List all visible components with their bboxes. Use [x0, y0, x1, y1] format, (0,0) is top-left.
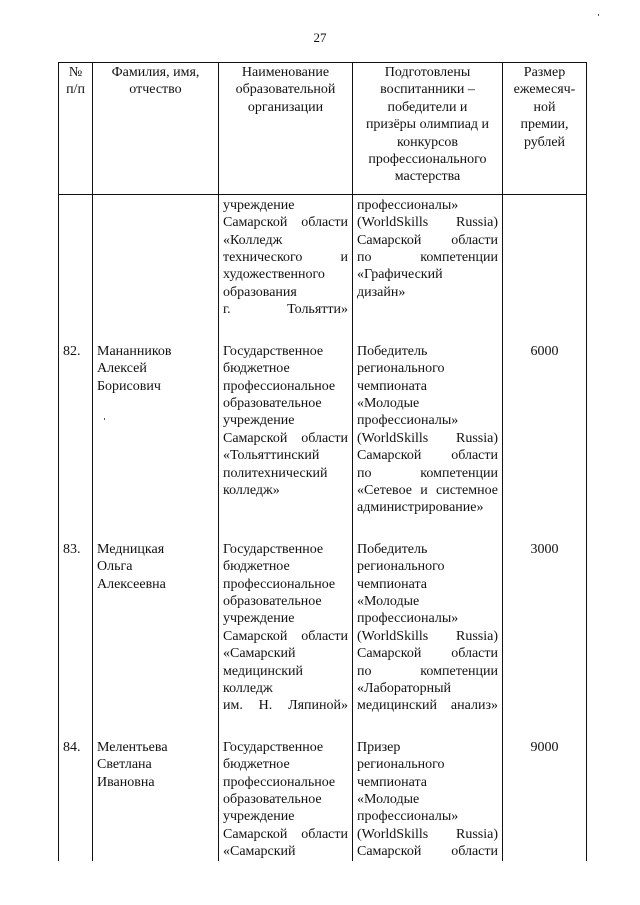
text-line: профессиональное	[223, 378, 336, 394]
text-line: победители и	[387, 99, 468, 115]
text-line: Государственное	[223, 739, 324, 755]
row-spacer	[59, 331, 587, 343]
header-prepared	[353, 63, 503, 195]
text-line: п/п	[66, 82, 85, 98]
text-line: Подготовлены	[384, 65, 471, 80]
table-row	[59, 343, 587, 517]
text-line: чемпионата	[357, 378, 427, 394]
text-line: «Самарский	[223, 844, 296, 860]
text-line: «Графический	[357, 267, 443, 283]
text-line: художественного	[223, 267, 325, 283]
row-org	[219, 739, 353, 861]
text-line: Победитель	[357, 541, 428, 557]
text-line: Мелентьева	[97, 739, 168, 755]
text-line: профессионалы»	[357, 413, 459, 429]
text-line: Государственное	[223, 343, 324, 359]
text-line: Победитель	[357, 343, 428, 359]
text-line: рублей	[523, 134, 566, 150]
row-name	[93, 541, 219, 715]
text-line: Самарской области	[223, 430, 348, 446]
text-line: учреждение	[223, 197, 295, 213]
text-line: администрирование»	[357, 500, 484, 516]
awards-table	[58, 62, 587, 861]
text-line: Самарской области	[223, 215, 348, 231]
text-line: чемпионата	[357, 576, 427, 592]
text-line: г. Тольятти»	[223, 302, 348, 318]
cont-org	[219, 194, 353, 318]
text-line: «Молодые	[357, 593, 420, 609]
text-line: «Лабораторный	[357, 681, 452, 696]
text-line: Борисович	[97, 378, 161, 394]
text-line: Медницкая	[97, 541, 165, 557]
text-line: регионального	[357, 361, 445, 377]
row-spacer	[59, 529, 587, 541]
text-line: организации	[247, 99, 324, 115]
text-line: Мананников	[97, 343, 172, 359]
text-line: «Колледж	[223, 232, 283, 248]
text-line: Алексеевна	[97, 576, 166, 592]
text-line: конкурсов	[396, 134, 458, 150]
text-line: Самарской области	[223, 826, 348, 842]
text-line: бюджетное	[223, 559, 290, 575]
text-line: Самарской области	[357, 646, 498, 662]
header-org	[219, 63, 353, 195]
table-row	[59, 739, 587, 861]
text-line: Размер	[523, 65, 566, 80]
row-spacer	[59, 715, 587, 727]
text-line: Государственное	[223, 541, 324, 557]
text-line: №	[68, 65, 83, 80]
text-line: колледж	[223, 681, 273, 696]
row-org	[219, 541, 353, 715]
row-prepared	[353, 541, 503, 715]
text-line: колледж»	[223, 482, 280, 498]
text-line: чемпионата	[357, 774, 427, 790]
text-line: Фамилия, имя,	[111, 65, 200, 80]
text-line: учреждение	[223, 611, 295, 627]
row-name	[93, 343, 219, 517]
text-line: премии,	[520, 117, 569, 133]
row-prepared	[353, 343, 503, 517]
row-spacer	[59, 727, 587, 739]
text-line: Самарской области	[357, 448, 498, 464]
page-number: 27	[313, 30, 327, 45]
text-line: «Тольяттинский	[223, 448, 320, 464]
text-line: профессионалы»	[357, 611, 459, 627]
text-line: «Сетевое и системное	[357, 482, 498, 498]
row-bonus: 6000	[503, 343, 587, 517]
text-line: по компетенции	[357, 663, 498, 679]
text-line: образования	[223, 284, 297, 300]
row-num: 82.	[59, 343, 93, 517]
row-bonus: 3000	[503, 541, 587, 715]
text-line: призёры олимпиад и	[365, 117, 490, 133]
text-line: (WorldSkills Russia)	[357, 215, 498, 231]
text-line: профессионалы»	[357, 197, 459, 213]
text-line: по компетенции	[357, 465, 498, 481]
text-line: профессионалы»	[357, 809, 459, 825]
row-num: 83.	[59, 541, 93, 715]
text-line: профессиональное	[223, 576, 336, 592]
text-line: воспитанники –	[380, 82, 475, 98]
text-line: медицинский анализ»	[357, 698, 498, 714]
text-line: Ивановна	[97, 774, 155, 790]
text-line: Самарской области	[357, 232, 498, 248]
text-line: профессиональное	[223, 774, 336, 790]
text-line: бюджетное	[223, 757, 290, 773]
text-line: регионального	[357, 559, 445, 575]
text-line: «Самарский	[223, 646, 296, 662]
text-line: бюджетное	[223, 361, 290, 377]
text-line: по компетенции	[357, 250, 498, 266]
cont-prepared	[353, 194, 503, 318]
text-line: образовательной	[235, 82, 336, 98]
text-line: Алексей	[97, 361, 147, 377]
text-line: отчество	[129, 82, 182, 98]
text-line: учреждение	[223, 809, 295, 825]
header-num	[59, 63, 93, 195]
row-spacer	[59, 319, 587, 331]
text-line: политехнический	[223, 465, 328, 481]
text-line: «Молодые	[357, 792, 420, 808]
text-line: Призер	[357, 739, 401, 755]
row-org	[219, 343, 353, 517]
row-name	[93, 739, 219, 861]
header-bonus	[503, 63, 587, 195]
text-line: дизайн»	[357, 284, 406, 300]
row-num: 84.	[59, 739, 93, 861]
text-line: профессионального	[368, 152, 487, 168]
text-line: мастерства	[394, 169, 461, 185]
text-line: Наименование	[241, 65, 330, 80]
table-row	[59, 541, 587, 715]
text-line: Самарской области	[357, 844, 498, 860]
header-name	[93, 63, 219, 195]
text-line: Самарской области	[223, 628, 348, 644]
text-line: образовательное	[223, 395, 322, 411]
text-line: (WorldSkills Russia)	[357, 826, 498, 842]
text-line: регионального	[357, 757, 445, 773]
text-line: образовательное	[223, 792, 322, 808]
text-line: им. Н. Ляпиной»	[223, 698, 348, 714]
table-header-row	[59, 63, 587, 195]
text-line: учреждение	[223, 413, 295, 429]
text-line: медицинский	[223, 663, 303, 679]
table-row-continuation	[59, 194, 587, 318]
row-spacer	[59, 517, 587, 529]
scan-speck	[598, 14, 599, 16]
text-line: ной	[533, 99, 556, 115]
text-line: ежемесяч-	[513, 82, 576, 98]
text-line: образовательное	[223, 593, 322, 609]
text-line: (WorldSkills Russia)	[357, 628, 498, 644]
row-bonus: 9000	[503, 739, 587, 861]
text-line: технического и	[223, 250, 348, 266]
row-prepared	[353, 739, 503, 861]
text-line: (WorldSkills Russia)	[357, 430, 498, 446]
text-line: Светлана	[97, 757, 152, 773]
text-line: Ольга	[97, 559, 133, 575]
text-line: «Молодые	[357, 395, 420, 411]
